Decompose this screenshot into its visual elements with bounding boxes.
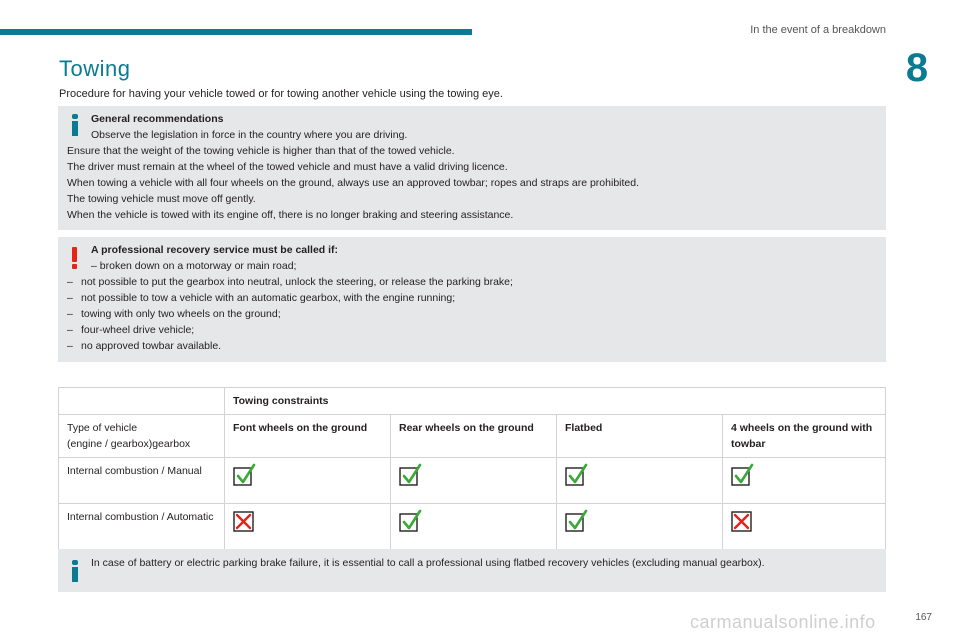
check-icon <box>565 463 587 485</box>
check-icon <box>399 509 421 531</box>
table-group-header: Towing constraints <box>225 388 886 415</box>
list-item-text: towing with only two wheels on the ground; <box>81 308 281 320</box>
dash-bullet: – <box>67 292 73 304</box>
status-cell <box>391 504 557 550</box>
general-lines <box>58 143 886 223</box>
list-item-text: no approved towbar available. <box>81 340 222 352</box>
cross-icon <box>731 509 753 531</box>
status-cell <box>225 504 391 550</box>
general-recommendations-box <box>58 106 886 230</box>
check-icon <box>565 509 587 531</box>
chapter-number: 8 <box>905 46 929 90</box>
header-accent-bar <box>0 29 472 35</box>
battery-note-box <box>58 549 886 592</box>
general-line: Ensure that the weight of the towing vehicle is higher than that of the towed vehicle. <box>67 145 455 157</box>
list-item <box>67 338 886 354</box>
page-title: Towing <box>59 56 131 81</box>
status-cell <box>225 458 391 504</box>
table-row <box>59 458 886 504</box>
towing-constraints-table <box>58 387 886 550</box>
general-line: When towing a vehicle with all four wheels on the ground, always use an approved towbar; ropes and straps are prohibited. <box>67 177 639 189</box>
professional-first-line: – broken down on a motorway or main road; <box>91 260 297 272</box>
column-header-flatbed: Flatbed <box>557 415 723 458</box>
general-heading: General recommendations <box>91 113 224 125</box>
general-first-line: Observe the legislation in force in the country where you are driving. <box>91 129 408 141</box>
general-line: The driver must remain at the wheel of the towed vehicle and must have a valid driving licence. <box>67 161 508 173</box>
general-line: The towing vehicle must move off gently. <box>67 193 256 205</box>
status-cell <box>391 458 557 504</box>
professional-recovery-box <box>58 237 886 362</box>
professional-heading: A professional recovery service must be called if: <box>91 244 339 256</box>
list-item-text: four-wheel drive vehicle; <box>81 324 195 336</box>
watermark: carmanualsonline.info <box>690 612 876 632</box>
dash-bullet: – <box>67 324 73 336</box>
warning-icon <box>72 247 78 269</box>
list-item-text: not possible to tow a vehicle with an automatic gearbox, with the engine running; <box>81 292 456 304</box>
intro-text: Procedure for having your vehicle towed or for towing another vehicle using the towing eye. <box>59 88 503 100</box>
type-of-vehicle-header: Type of vehicle (engine / gearbox)gearbox <box>59 415 225 458</box>
professional-lines <box>58 274 886 354</box>
status-cell <box>557 504 723 550</box>
dash-bullet: – <box>67 340 73 352</box>
row-label-manual: Internal combustion / Manual <box>59 458 225 504</box>
section-title: In the event of a breakdown <box>750 24 886 36</box>
column-header-rear-wheels: Rear wheels on the ground <box>391 415 557 458</box>
table-corner-cell <box>59 388 225 415</box>
table-row <box>59 504 886 550</box>
column-header-four-wheels: 4 wheels on the ground with towbar <box>723 415 886 458</box>
battery-note-text: In case of battery or electric parking brake failure, it is essential to call a professional using flatbed recovery vehicles (excluding manual gearbox). <box>91 557 765 569</box>
info-icon <box>72 114 78 136</box>
check-icon <box>731 463 753 485</box>
list-item <box>67 322 886 338</box>
general-line: When the vehicle is towed with its engine off, there is no longer braking and steering assistance. <box>67 209 514 221</box>
check-icon <box>399 463 421 485</box>
row-label-automatic: Internal combustion / Automatic <box>59 504 225 550</box>
page-number: 167 <box>915 612 932 623</box>
list-item <box>67 290 886 306</box>
status-cell <box>557 458 723 504</box>
list-item-text: not possible to put the gearbox into neutral, unlock the steering, or release the parking brake; <box>81 276 513 288</box>
info-icon <box>72 560 78 582</box>
status-cell <box>723 504 886 550</box>
list-item <box>67 306 886 322</box>
list-item <box>67 274 886 290</box>
cross-icon <box>233 509 255 531</box>
column-header-front-wheels: Font wheels on the ground <box>225 415 391 458</box>
dash-bullet: – <box>67 276 73 288</box>
status-cell <box>723 458 886 504</box>
dash-bullet: – <box>67 308 73 320</box>
check-icon <box>233 463 255 485</box>
